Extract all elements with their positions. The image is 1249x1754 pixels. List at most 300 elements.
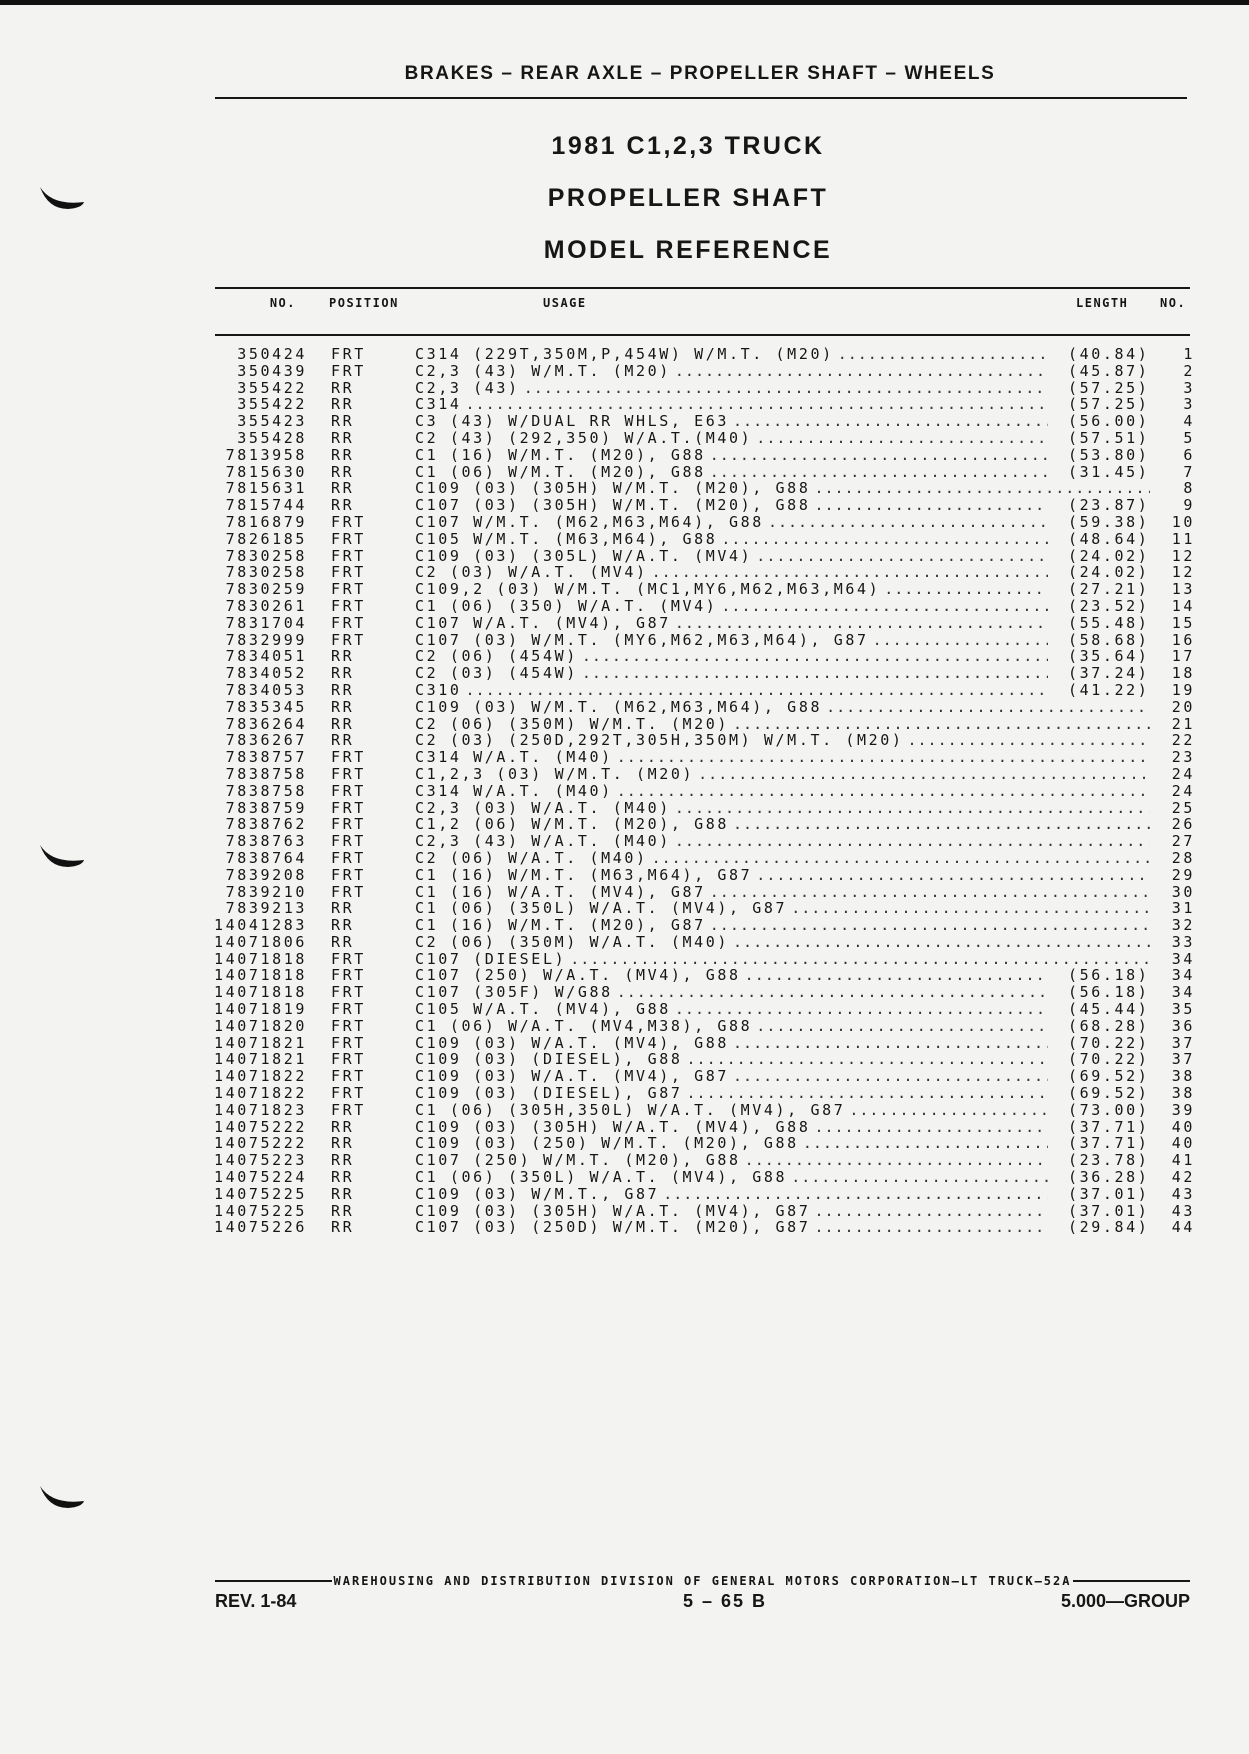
part-number-cell: 14071820 bbox=[213, 1016, 307, 1035]
dot-leader bbox=[729, 1035, 1048, 1052]
position-cell: FRT bbox=[331, 815, 366, 834]
table-row bbox=[0, 1169, 1249, 1186]
usage-line bbox=[415, 1051, 1150, 1068]
usage-cell: C105 W/A.T. (MV4), G88 bbox=[415, 1001, 671, 1018]
usage-cell: C109,2 (03) W/M.T. (MC1,MY6,M62,M63,M64) bbox=[415, 581, 881, 598]
usage-cell: C107 (305F) W/G88 bbox=[415, 984, 613, 1002]
position-cell: FRT bbox=[331, 1084, 366, 1103]
usage-cell: C1,2,3 (03) W/M.T. (M20) bbox=[415, 765, 695, 783]
table-row bbox=[0, 1068, 1249, 1085]
dot-leader bbox=[671, 363, 1048, 380]
length-cell: (31.45) bbox=[1068, 463, 1150, 481]
length-cell: (41.22) bbox=[1068, 681, 1150, 699]
reference-number-cell: 34 bbox=[1171, 966, 1195, 985]
usage-line bbox=[415, 380, 1150, 397]
usage-line bbox=[415, 346, 1150, 363]
table-row bbox=[0, 480, 1249, 497]
table-row bbox=[0, 900, 1249, 917]
length-cell: (56.18) bbox=[1068, 967, 1150, 985]
dot-leader bbox=[578, 665, 1048, 682]
length-cell: (68.28) bbox=[1068, 1017, 1150, 1035]
dot-leader bbox=[904, 732, 1151, 749]
part-number-cell: 7815630 bbox=[225, 462, 307, 481]
usage-cell: C107 W/A.T. (MV4), G87 bbox=[415, 614, 671, 632]
part-number-cell: 7835345 bbox=[225, 697, 307, 716]
reference-number-cell: 24 bbox=[1171, 764, 1195, 783]
length-cell: (37.71) bbox=[1068, 1135, 1150, 1153]
position-cell: FRT bbox=[331, 1016, 366, 1035]
usage-cell: C2 (06) (454W) bbox=[415, 648, 578, 666]
usage-line bbox=[415, 413, 1150, 430]
usage-cell: C109 (03) W/A.T. (MV4), G88 bbox=[415, 1034, 730, 1052]
dot-leader bbox=[706, 884, 1150, 901]
reference-number-cell: 4 bbox=[1183, 412, 1195, 431]
part-number-cell: 7834051 bbox=[225, 647, 307, 666]
dot-leader bbox=[834, 346, 1048, 363]
usage-line bbox=[415, 884, 1150, 901]
dot-leader bbox=[810, 1203, 1048, 1220]
table-row bbox=[0, 732, 1249, 749]
table-row bbox=[0, 967, 1249, 984]
usage-cell: C2 (03) (454W) bbox=[415, 665, 578, 682]
reference-number-cell: 42 bbox=[1171, 1168, 1195, 1187]
reference-number-cell: 25 bbox=[1171, 798, 1195, 817]
dot-leader bbox=[729, 934, 1150, 951]
usage-line bbox=[415, 1018, 1150, 1035]
usage-line bbox=[415, 581, 1150, 598]
position-cell: FRT bbox=[331, 865, 366, 884]
dot-leader bbox=[729, 1068, 1048, 1085]
length-cell: (70.22) bbox=[1068, 1034, 1150, 1052]
position-cell: RR bbox=[331, 412, 355, 431]
dot-leader bbox=[810, 497, 1048, 514]
dot-leader bbox=[462, 396, 1048, 413]
column-header-length: LENGTH bbox=[1076, 296, 1129, 310]
table-row bbox=[0, 1102, 1249, 1119]
length-cell: (24.02) bbox=[1068, 564, 1150, 582]
usage-line bbox=[415, 682, 1150, 699]
length-cell: (48.64) bbox=[1068, 530, 1150, 548]
reference-number-cell: 6 bbox=[1183, 445, 1195, 464]
position-cell: RR bbox=[331, 428, 355, 447]
table-row bbox=[0, 682, 1249, 699]
dot-leader bbox=[706, 917, 1150, 934]
footer-rule-right bbox=[1073, 1580, 1190, 1582]
usage-cell: C109 (03) W/A.T. (MV4), G87 bbox=[415, 1068, 730, 1086]
usage-line bbox=[415, 464, 1150, 481]
usage-cell: C109 (03) (305H) W/A.T. (MV4), G87 bbox=[415, 1202, 811, 1220]
usage-line bbox=[415, 1203, 1150, 1220]
reference-number-cell: 17 bbox=[1171, 647, 1195, 666]
usage-cell: C314 bbox=[415, 396, 462, 414]
usage-cell: C1 (06) (350L) W/A.T. (MV4), G87 bbox=[415, 900, 788, 918]
position-cell: FRT bbox=[331, 1000, 366, 1019]
usage-line bbox=[415, 1219, 1150, 1236]
reference-number-cell: 12 bbox=[1171, 563, 1195, 582]
usage-line bbox=[415, 447, 1150, 464]
part-number-cell: 350424 bbox=[237, 345, 307, 363]
position-cell: FRT bbox=[331, 630, 366, 649]
length-cell: (45.87) bbox=[1068, 362, 1150, 380]
position-cell: FRT bbox=[331, 563, 366, 582]
reference-number-cell: 16 bbox=[1171, 630, 1195, 649]
usage-cell: C1 (16) W/A.T. (MV4), G87 bbox=[415, 883, 706, 901]
usage-cell: C1 (06) W/A.T. (MV4,M38), G88 bbox=[415, 1017, 753, 1035]
part-number-cell: 14071823 bbox=[213, 1100, 307, 1119]
usage-cell: C1 (06) (305H,350L) W/A.T. (MV4), G87 bbox=[415, 1101, 846, 1119]
table-row bbox=[0, 1152, 1249, 1169]
part-number-cell: 7830259 bbox=[225, 580, 307, 599]
column-header-usage: USAGE bbox=[543, 296, 587, 310]
revision-label: REV. 1-84 bbox=[215, 1591, 297, 1611]
usage-line bbox=[415, 967, 1150, 984]
position-cell: FRT bbox=[331, 596, 366, 615]
table-row bbox=[0, 816, 1249, 833]
table-row bbox=[0, 1119, 1249, 1136]
usage-line bbox=[415, 548, 1150, 565]
position-cell: FRT bbox=[331, 1033, 366, 1052]
usage-cell: C107 W/M.T. (M62,M63,M64), G88 bbox=[415, 513, 764, 531]
usage-cell: C1 (16) W/M.T. (M63,M64), G87 bbox=[415, 866, 753, 884]
length-cell: (45.44) bbox=[1068, 1001, 1150, 1018]
position-cell: RR bbox=[331, 1201, 355, 1220]
dot-leader bbox=[752, 1018, 1048, 1035]
dot-leader bbox=[787, 900, 1150, 917]
table-row bbox=[0, 598, 1249, 615]
reference-number-cell: 40 bbox=[1171, 1134, 1195, 1153]
part-number-cell: 7839208 bbox=[225, 865, 307, 884]
table-row bbox=[0, 1035, 1249, 1052]
table-row bbox=[0, 1018, 1249, 1035]
usage-cell: C2 (06) (350M) W/A.T. (M40) bbox=[415, 933, 730, 951]
usage-cell: C109 (03) (305L) W/A.T. (MV4) bbox=[415, 547, 753, 565]
dot-leader bbox=[810, 1119, 1048, 1136]
dot-leader bbox=[741, 967, 1048, 984]
length-cell: (56.18) bbox=[1068, 984, 1150, 1002]
usage-cell: C3 (43) W/DUAL RR WHLS, E63 bbox=[415, 413, 730, 430]
usage-line bbox=[415, 900, 1150, 917]
table-row bbox=[0, 749, 1249, 766]
part-number-cell: 355423 bbox=[237, 412, 307, 431]
dot-leader bbox=[752, 867, 1150, 884]
usage-cell: C109 (03) W/M.T. (M62,M63,M64), G88 bbox=[415, 698, 823, 716]
usage-line bbox=[415, 749, 1150, 766]
usage-cell: C314 W/A.T. (M40) bbox=[415, 749, 613, 766]
dot-leader bbox=[869, 632, 1048, 649]
usage-cell: C107 (03) (250D) W/M.T. (M20), G87 bbox=[415, 1219, 811, 1237]
usage-cell: C109 (03) (250) W/M.T. (M20), G88 bbox=[415, 1135, 799, 1153]
part-number-cell: 14071821 bbox=[213, 1033, 307, 1052]
part-number-cell: 7836267 bbox=[225, 731, 307, 750]
dot-leader bbox=[694, 766, 1150, 783]
part-number-cell: 7834052 bbox=[225, 664, 307, 683]
usage-line bbox=[415, 1135, 1150, 1152]
part-number-cell: 7832999 bbox=[225, 630, 307, 649]
usage-cell: C2,3 (43) W/A.T. (M40) bbox=[415, 833, 671, 850]
table-row bbox=[0, 564, 1249, 581]
table-row bbox=[0, 867, 1249, 884]
part-number-cell: 7838758 bbox=[225, 764, 307, 783]
document-subheading: MODEL REFERENCE bbox=[543, 236, 833, 264]
part-number-cell: 350439 bbox=[237, 361, 307, 380]
part-number-cell: 14075223 bbox=[213, 1151, 307, 1170]
reference-number-cell: 41 bbox=[1171, 1151, 1195, 1170]
dot-leader bbox=[648, 564, 1048, 581]
length-cell: (37.01) bbox=[1068, 1185, 1150, 1203]
position-cell: RR bbox=[331, 647, 355, 666]
table-row bbox=[0, 396, 1249, 413]
length-cell: (70.22) bbox=[1068, 1051, 1150, 1069]
length-cell: (40.84) bbox=[1068, 346, 1150, 363]
usage-line bbox=[415, 531, 1150, 548]
usage-line bbox=[415, 699, 1150, 716]
group-label: 5.000—GROUP bbox=[1060, 1591, 1190, 1611]
part-number-cell: 355428 bbox=[237, 428, 307, 447]
length-cell: (69.52) bbox=[1068, 1085, 1150, 1102]
usage-line bbox=[415, 816, 1150, 833]
part-number-cell: 14071819 bbox=[213, 1000, 307, 1019]
usage-line bbox=[415, 1119, 1150, 1136]
dot-leader bbox=[752, 548, 1048, 565]
table-row bbox=[0, 346, 1249, 363]
table-row bbox=[0, 380, 1249, 397]
position-cell: FRT bbox=[331, 512, 366, 531]
dot-leader bbox=[671, 800, 1150, 817]
position-cell: RR bbox=[331, 1134, 355, 1153]
usage-cell: C1 (16) W/M.T. (M20), G87 bbox=[415, 917, 706, 934]
usage-cell: C2,3 (43) bbox=[415, 379, 520, 397]
part-number-cell: 7830258 bbox=[225, 563, 307, 582]
length-cell: (37.01) bbox=[1068, 1202, 1150, 1220]
position-cell: FRT bbox=[331, 848, 366, 867]
table-row bbox=[0, 363, 1249, 380]
position-cell: RR bbox=[331, 916, 355, 935]
length-cell: (53.80) bbox=[1068, 446, 1150, 464]
position-cell: RR bbox=[331, 714, 355, 733]
table-row bbox=[0, 766, 1249, 783]
table-row bbox=[0, 615, 1249, 632]
position-cell: RR bbox=[331, 932, 355, 951]
part-number-cell: 7836264 bbox=[225, 714, 307, 733]
dot-leader bbox=[706, 464, 1048, 481]
table-row bbox=[0, 850, 1249, 867]
position-cell: FRT bbox=[331, 748, 366, 767]
usage-cell: C1,2 (06) W/M.T. (M20), G88 bbox=[415, 816, 730, 834]
reference-number-cell: 11 bbox=[1171, 529, 1195, 548]
part-number-cell: 14071822 bbox=[213, 1084, 307, 1103]
scan-top-edge bbox=[0, 0, 1249, 5]
reference-number-cell: 35 bbox=[1171, 1000, 1195, 1019]
page-number: 5 – 65 B bbox=[682, 1591, 768, 1611]
length-cell: (56.00) bbox=[1068, 413, 1150, 430]
usage-cell: C1 (16) W/M.T. (M20), G88 bbox=[415, 446, 706, 464]
position-cell: FRT bbox=[331, 764, 366, 783]
column-header-rule bbox=[215, 334, 1190, 336]
table-row bbox=[0, 1085, 1249, 1102]
usage-cell: C2 (03) (250D,292T,305H,350M) W/M.T. (M20) bbox=[415, 732, 904, 750]
part-number-cell: 14075222 bbox=[213, 1134, 307, 1153]
part-number-cell: 14075224 bbox=[213, 1168, 307, 1187]
usage-line bbox=[415, 480, 1150, 497]
dot-leader bbox=[648, 850, 1150, 867]
dot-leader bbox=[566, 951, 1150, 968]
usage-line bbox=[415, 867, 1150, 884]
usage-line bbox=[415, 648, 1150, 665]
usage-line bbox=[415, 1169, 1150, 1186]
dot-leader bbox=[822, 699, 1150, 716]
table-row bbox=[0, 1186, 1249, 1203]
usage-cell: C107 (250) W/M.T. (M20), G88 bbox=[415, 1152, 741, 1170]
position-cell: RR bbox=[331, 697, 355, 716]
reference-number-cell: 8 bbox=[1183, 479, 1195, 498]
position-cell: FRT bbox=[331, 1100, 366, 1119]
position-cell: FRT bbox=[331, 966, 366, 985]
part-number-cell: 7834053 bbox=[225, 680, 307, 699]
dot-leader bbox=[787, 1169, 1048, 1186]
usage-line bbox=[415, 363, 1150, 380]
part-number-cell: 14071818 bbox=[213, 949, 307, 968]
position-cell: RR bbox=[331, 680, 355, 699]
usage-cell: C314 W/A.T. (M40) bbox=[415, 782, 613, 800]
dot-leader bbox=[671, 615, 1048, 632]
reference-number-cell: 31 bbox=[1171, 899, 1195, 918]
part-number-cell: 7839213 bbox=[225, 899, 307, 918]
usage-line bbox=[415, 984, 1150, 1001]
table-row bbox=[0, 548, 1249, 565]
reference-number-cell: 5 bbox=[1183, 428, 1195, 447]
usage-line bbox=[415, 430, 1150, 447]
reference-number-cell: 23 bbox=[1171, 748, 1195, 767]
part-number-cell: 7831704 bbox=[225, 613, 307, 632]
table-row bbox=[0, 1203, 1249, 1220]
position-cell: RR bbox=[331, 664, 355, 683]
position-cell: RR bbox=[331, 479, 355, 498]
dot-leader bbox=[717, 531, 1048, 548]
reference-number-cell: 22 bbox=[1171, 731, 1195, 750]
part-number-cell: 14071818 bbox=[213, 983, 307, 1002]
reference-number-cell: 38 bbox=[1171, 1067, 1195, 1086]
length-cell: (59.38) bbox=[1068, 513, 1150, 531]
part-number-cell: 7815744 bbox=[225, 496, 307, 515]
position-cell: RR bbox=[331, 1151, 355, 1170]
usage-cell: C314 (229T,350M,P,454W) W/M.T. (M20) bbox=[415, 346, 834, 363]
reference-number-cell: 32 bbox=[1171, 916, 1195, 935]
usage-cell: C107 (03) W/M.T. (MY6,M62,M63,M64), G87 bbox=[415, 631, 869, 649]
usage-line bbox=[415, 1035, 1150, 1052]
usage-line bbox=[415, 766, 1150, 783]
usage-line bbox=[415, 1102, 1150, 1119]
position-cell: FRT bbox=[331, 546, 366, 565]
length-cell: (69.52) bbox=[1068, 1068, 1150, 1086]
reference-number-cell: 34 bbox=[1171, 949, 1195, 968]
usage-line bbox=[415, 917, 1150, 934]
usage-line bbox=[415, 396, 1150, 413]
column-header-ref-no: NO. bbox=[1160, 296, 1187, 310]
column-header-position: POSITION bbox=[329, 296, 399, 310]
usage-cell: C2 (06) W/A.T. (M40) bbox=[415, 849, 648, 867]
punch-hole-mark bbox=[38, 184, 88, 214]
part-number-cell: 7830258 bbox=[225, 546, 307, 565]
usage-line bbox=[415, 951, 1150, 968]
reference-number-cell: 33 bbox=[1171, 932, 1195, 951]
reference-number-cell: 43 bbox=[1171, 1201, 1195, 1220]
part-number-cell: 7839210 bbox=[225, 882, 307, 901]
part-number-cell: 14071821 bbox=[213, 1050, 307, 1069]
usage-line bbox=[415, 833, 1150, 850]
part-number-cell: 14071818 bbox=[213, 966, 307, 985]
position-cell: FRT bbox=[331, 1050, 366, 1069]
length-cell: (23.87) bbox=[1068, 497, 1150, 514]
position-cell: FRT bbox=[331, 882, 366, 901]
length-cell: (27.21) bbox=[1068, 581, 1150, 598]
length-cell: (73.00) bbox=[1068, 1101, 1150, 1119]
reference-number-cell: 43 bbox=[1171, 1184, 1195, 1203]
usage-cell: C109 (03) (305H) W/M.T. (M20), G88 bbox=[415, 480, 811, 498]
dot-leader bbox=[752, 430, 1048, 447]
part-number-cell: 7813958 bbox=[225, 445, 307, 464]
document-title: 1981 C1,2,3 TRUCK bbox=[551, 132, 825, 160]
usage-cell: C1 (06) (350) W/A.T. (MV4) bbox=[415, 597, 718, 615]
part-number-cell: 14075225 bbox=[213, 1201, 307, 1220]
usage-line bbox=[415, 615, 1150, 632]
table-row bbox=[0, 665, 1249, 682]
usage-cell: C107 (250) W/A.T. (MV4), G88 bbox=[415, 967, 741, 985]
position-cell: FRT bbox=[331, 781, 366, 800]
part-number-cell: 7838759 bbox=[225, 798, 307, 817]
length-cell: (37.24) bbox=[1068, 665, 1150, 682]
usage-cell: C109 (03) (DIESEL), G87 bbox=[415, 1085, 683, 1102]
reference-number-cell: 44 bbox=[1171, 1218, 1195, 1237]
dot-leader bbox=[578, 648, 1048, 665]
footer-division-text: WAREHOUSING AND DISTRIBUTION DIVISION OF GENERAL MOTORS CORPORATION—LT TRUCK—52A bbox=[333, 1574, 1072, 1588]
part-number-cell: 7816879 bbox=[225, 512, 307, 531]
length-cell: (35.64) bbox=[1068, 648, 1150, 666]
dot-leader bbox=[659, 1186, 1048, 1203]
position-cell: RR bbox=[331, 1218, 355, 1237]
position-cell: FRT bbox=[331, 345, 366, 363]
table-row bbox=[0, 917, 1249, 934]
reference-number-cell: 7 bbox=[1183, 462, 1195, 481]
length-cell: (57.25) bbox=[1068, 379, 1150, 397]
part-number-cell: 355422 bbox=[237, 378, 307, 397]
table-row bbox=[0, 800, 1249, 817]
table-row bbox=[0, 413, 1249, 430]
reference-number-cell: 3 bbox=[1183, 378, 1195, 397]
position-cell: FRT bbox=[331, 529, 366, 548]
length-cell: (24.02) bbox=[1068, 547, 1150, 565]
dot-leader bbox=[613, 783, 1150, 800]
reference-number-cell: 12 bbox=[1171, 546, 1195, 565]
position-cell: RR bbox=[331, 395, 355, 414]
dot-leader bbox=[706, 447, 1048, 464]
part-number-cell: 7826185 bbox=[225, 529, 307, 548]
usage-cell: C109 (03) W/M.T., G87 bbox=[415, 1185, 660, 1203]
position-cell: RR bbox=[331, 378, 355, 397]
part-number-cell: 7838757 bbox=[225, 748, 307, 767]
usage-cell: C1 (06) (350L) W/A.T. (MV4), G88 bbox=[415, 1169, 788, 1186]
part-number-cell: 14075222 bbox=[213, 1117, 307, 1136]
table-row bbox=[0, 581, 1249, 598]
usage-line bbox=[415, 1001, 1150, 1018]
position-cell: RR bbox=[331, 1117, 355, 1136]
dot-leader bbox=[671, 1001, 1048, 1018]
part-number-cell: 14075225 bbox=[213, 1184, 307, 1203]
table-row bbox=[0, 934, 1249, 951]
dot-leader bbox=[741, 1152, 1048, 1169]
reference-number-cell: 15 bbox=[1171, 613, 1195, 632]
table-row bbox=[0, 514, 1249, 531]
usage-cell: C107 (DIESEL) bbox=[415, 950, 567, 968]
